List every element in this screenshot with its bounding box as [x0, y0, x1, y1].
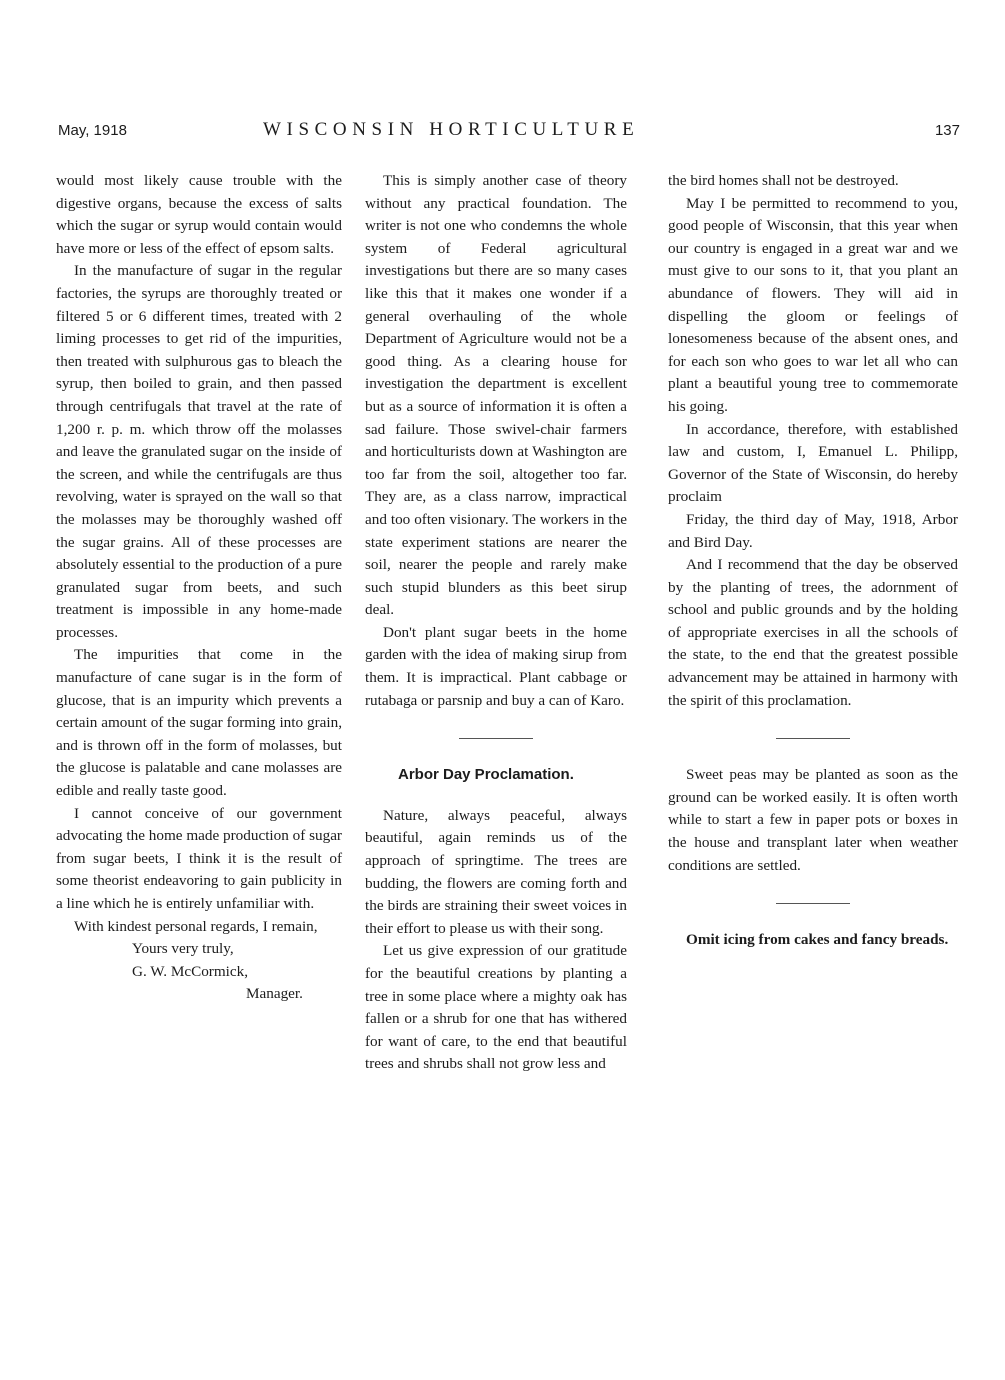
paragraph: Friday, the third day of May, 1918, Arbor and Bird Day.	[668, 510, 958, 551]
column-2	[365, 170, 627, 1076]
running-header	[58, 119, 960, 148]
closing: With kindest personal regards, I remain,	[74, 917, 318, 935]
paragraph: The impurities that come in the manufacture of cane sugar is in the form of glucose, that is an impurity which prevents a certain amount of the sugar forming into grain, and is thrown off in the form of molasses, but the glucose is palatable and cane molasses are edible and really taste good.	[56, 646, 342, 800]
section-divider	[459, 738, 533, 739]
section-heading: Arbor Day Proclamation.	[398, 766, 574, 784]
issue-date: May, 1918	[58, 122, 127, 139]
signature-title: Manager.	[246, 985, 303, 1003]
paragraph: the bird homes shall not be destroyed.	[668, 172, 899, 189]
column-1	[56, 170, 342, 1006]
paragraph: And I recommend that the day be observed by the planting of trees, the adornment of school and public grounds and by the holding of appropriate exercises in all the schools of the state, to the end that the greatest possible advancement may be attained in harmony with the spirit of this proclamation.	[668, 556, 958, 709]
section-divider	[776, 738, 850, 739]
tip-note: Omit icing from cakes and fancy breads.	[686, 931, 949, 949]
paragraph: Nature, always peaceful, always beautiful, again reminds us of the approach of springtime. The trees are budding, the flowers are coming forth and the birds are straining their sweet voices in their effort to please us with their song.	[365, 806, 627, 937]
column-3	[668, 170, 958, 952]
paragraph: Sweet peas may be planted as soon as the ground can be worked easily. It is often worth while to start a few in paper pots or boxes in the house and transplant later when weather conditions are settled.	[668, 766, 958, 874]
paragraph: In accordance, therefore, with established law and custom, I, Emanuel L. Philipp, Governor of the State of Wisconsin, do hereby proclaim	[668, 420, 958, 506]
paragraph: Let us give expression of our gratitude for the beautiful creations by planting a tree in some place where a mighty oak has fallen or a shrub for one that has withered for want of care, to the end that beautiful trees and shrubs shall not grow less and	[365, 942, 627, 1073]
paragraph: would most likely cause trouble with the digestive organs, because the excess of salts which the sugar or syrup would contain would have more or less of the effect of epsom salts.	[56, 172, 342, 257]
signature-closing: Yours very truly,	[132, 940, 234, 958]
paragraph: I cannot conceive of our government advocating the home made production of sugar from sugar beets, I think it is the result of some theorist endeavoring to gain publicity in a line which he is entirely unfamiliar with.	[56, 804, 342, 912]
page-number: 137	[934, 122, 960, 139]
paragraph: Don't plant sugar beets in the home garden with the idea of making sirup from them. It is impractical. Plant cabbage or rutabaga or parsnip and buy a can of Karo.	[365, 623, 627, 709]
paragraph: May I be permitted to recommend to you, good people of Wisconsin, that this year when our country is engaged in a great war and we must give to our sons to it, that you plant an abundance of flowers. They will aid in dispelling the gloom or feelings of lonesomeness because of the absent ones, and for each son who goes to war let all who can plant a beautiful young tree to commemorate his going.	[668, 194, 958, 415]
section-divider	[776, 903, 850, 904]
paragraph: This is simply another case of theory without any practical foundation. The writer is not one who condemns the whole system of Federal agricultural investigations but there are so many cases like this that it makes one wonder if a general overhauling of the whole Department of Agriculture would not be a good thing. As a clearing house for investigation the department is excellent but as a source of information it is often a sad failure. Those swivel-chair farmers and horticulturists down at Washington are too far from the soil, altogether too far. They are, as a class narrow, impractical and too often visionary. The workers in the state experiment stations are nearer the soil, nearer the people and rarely make such stupid blunders as this beet sirup deal.	[365, 172, 627, 619]
paragraph: In the manufacture of sugar in the regular factories, the syrups are thoroughly treated or filtered 5 or 6 different times, treated with 2 liming processes to get rid of the impurities, then treated with sulphurous gas to bleach the syrup, then boiled to grain, and then passed through centrifugals that travel at the rate of 1,200 r. p. m. which throw off the molasses and leave the granulated sugar on the inside of the screen, and while the centrifugals are thus revolving, water is sprayed on the wall so that the molasses may be thoroughly washed off the sugar grains. All of these processes are absolutely essential to the production of a pure granulated sugar from beets, and such treatment is impossible in any home-made processes.	[56, 262, 342, 641]
signature-name: G. W. McCormick,	[132, 962, 249, 980]
journal-title: WISCONSIN HORTICULTURE	[263, 119, 640, 140]
